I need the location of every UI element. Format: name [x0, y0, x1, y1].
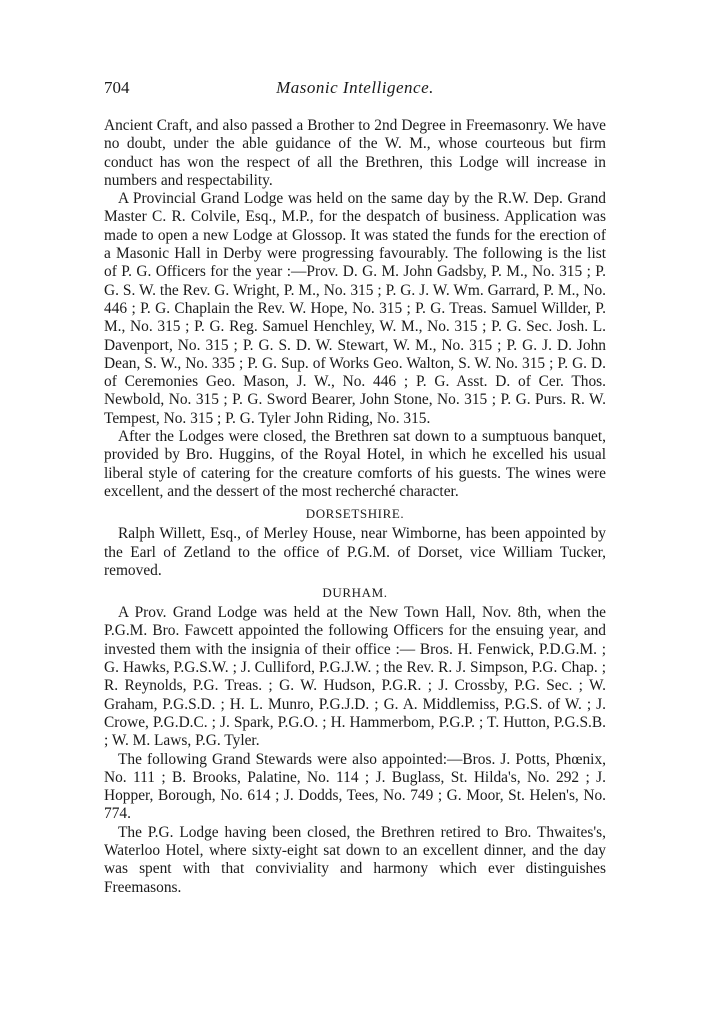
page-header	[104, 78, 606, 98]
page-number: 704	[104, 78, 130, 97]
paragraph-banquet: After the Lodges were closed, the Brethren sat down to a sumptuous banquet, provided by Bro. Huggins, of the Royal Hotel, in which he excelled his usual liberal style of catering for the creature comforts of his guests. The wines were excellent, and the dessert of the most recherché character.	[104, 428, 606, 500]
section-heading-durham: DURHAM.	[322, 585, 388, 601]
paragraph-durham-officers: A Prov. Grand Lodge was held at the New Town Hall, Nov. 8th, when the P.G.M. Bro. Fawcett appointed the following Officers for the ensuing year, and invested them with the insignia of their office :— Bros. H. Fenwick, P.D.G.M. ; G. Hawks, P.G.S.W. ; J. Culliford, P.G.J.W. ; the Rev. R. J. Simpson, P.G. Chap. ; R. Reynolds, P.G. Treas. ; G. W. Hudson, P.G.R. ; J. Crossby, P.G. Sec. ; W. Graham, P.G.S.D. ; H. L. Munro, P.G.J.D. ; G. A. Middlemiss, P.G.S. of W. ; J. Crowe, P.G.D.C. ; J. Spark, P.G.O. ; H. Hammerbom, P.G.P. ; T. Hutton, P.G.S.B. ; W. M. Laws, P.G. Tyler.	[104, 604, 606, 750]
paragraph-dorset: Ralph Willett, Esq., of Merley House, near Wimborne, has been appointed by the Earl of Zetland to the office of P.G.M. of Dorset, vice William Tucker, removed.	[104, 525, 606, 579]
paragraph-dinner: The P.G. Lodge having been closed, the Brethren retired to Bro. Thwaites's, Waterloo Hotel, where sixty-eight sat down to an excellent dinner, and the day was spent with that conviviality and harmony which ever distinguishes Freemasons.	[104, 823, 606, 896]
section-heading-dorsetshire: DORSETSHIRE.	[305, 506, 405, 522]
article-body	[104, 117, 606, 897]
paragraph-continuation: Ancient Craft, and also passed a Brother to 2nd Degree in Freemasonry. We have no doubt, under the able guidance of the W. M., whose courteous but firm conduct has won the respect of all the Brethren, this Lodge will increase in numbers and respectability.	[104, 117, 606, 189]
running-title: Masonic Intelligence.	[276, 78, 434, 97]
paragraph-derby-provincial-lodge: A Provincial Grand Lodge was held on the same day by the R.W. Dep. Grand Master C. R. Colvile, Esq., M.P., for the despatch of business. Application was made to open a new Lodge at Glossop. It was stated the funds for the erection of a Masonic Hall in Derby were progressing favourably. The following is the list of P. G. Officers for the year :—Prov. D. G. M. John Gadsby, P. M., No. 315 ; P. G. S. W. the Rev. G. Wright, P. M., No. 315 ; P. G. J. W. Wm. Garrard, P. M., No. 446 ; P. G. Chaplain the Rev. W. Hope, No. 315 ; P. G. Treas. Samuel Willder, P. M., No. 315 ; P. G. Reg. Samuel Henchley, W. M., No. 315 ; P. G. Sec. Josh. L. Davenport, No. 315 ; P. G. S. D. W. Stewart, W. M., No. 315 ; P. G. J. D. John Dean, S. W., No. 335 ; P. G. Sup. of Works Geo. Walton, S. W. No. 315 ; P. G. D. of Ceremonies Geo. Mason, J. W., No. 446 ; P. G. Asst. D. of Cer. Thos. Newbold, No. 315 ; P. G. Sword Bearer, John Stone, No. 315 ; P. G. Purs. R. W. Tempest, No. 315 ; P. G. Tyler John Riding, No. 315.	[104, 190, 606, 427]
paragraph-grand-stewards: The following Grand Stewards were also appointed:—Bros. J. Potts, Phœnix, No. 111 ; B. Brooks, Palatine, No. 114 ; J. Buglass, St. Hilda's, No. 292 ; J. Hopper, Borough, No. 614 ; J. Dodds, Tees, No. 749 ; G. Moor, St. Helen's, No. 774.	[104, 750, 606, 823]
